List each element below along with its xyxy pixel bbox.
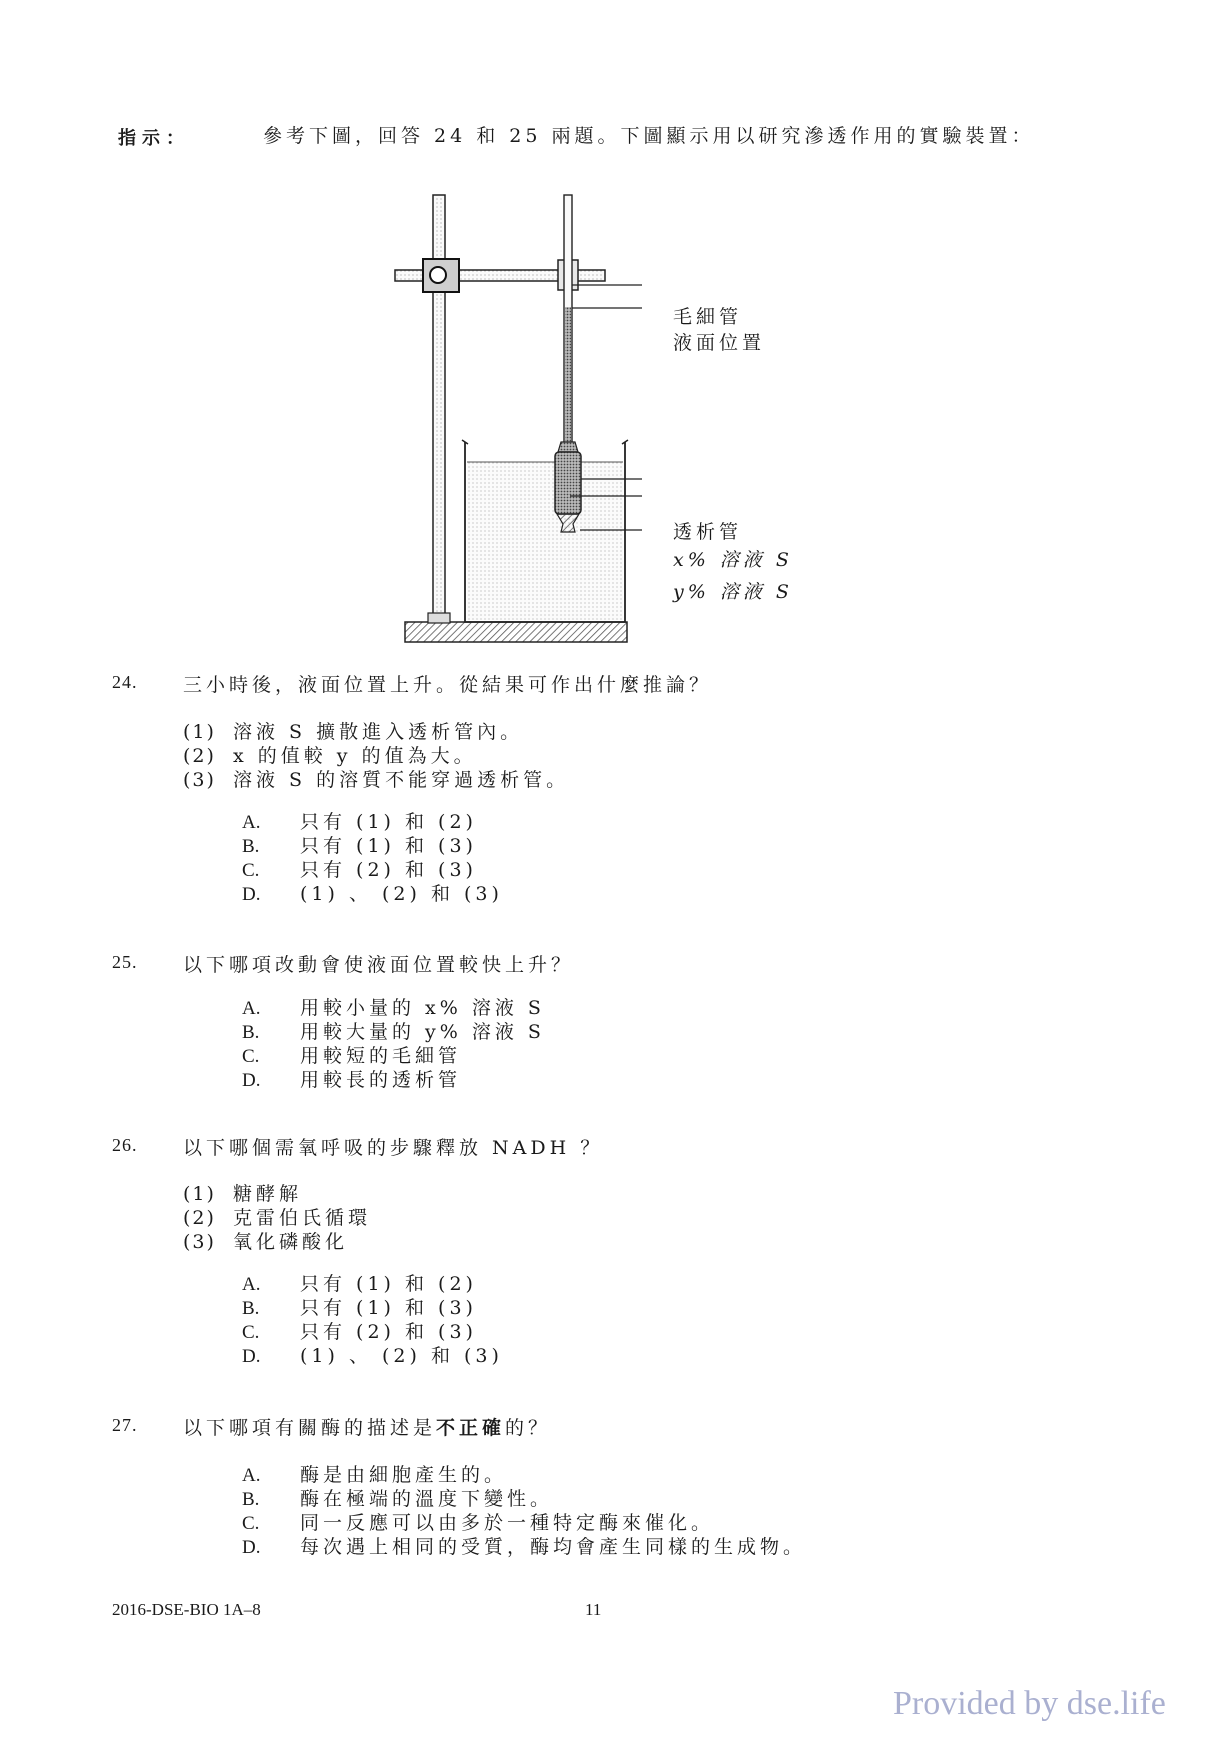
option-b: B. 用較大量的 y% 溶液 S: [242, 1021, 545, 1043]
question-27-stem: 以下哪項有關酶的描述是不正確的？: [183, 1417, 552, 1439]
statement: (2) 克雷伯氏循環: [183, 1207, 372, 1229]
instruction-text: 參考下圖，回答 24 和 25 兩題。下圖顯示用以研究滲透作用的實驗裝置：: [263, 125, 1035, 147]
option-b: B. 酶在極端的溫度下變性。: [242, 1488, 554, 1510]
option-a: A. 只有 (1) 和 (2): [242, 1273, 477, 1295]
label-y-solution: y% 溶液 S: [673, 581, 793, 603]
option-d: D. (1) 、 (2) 和 (3): [242, 1345, 503, 1367]
dialysis-tube: [555, 452, 581, 514]
question-26-options: [242, 1272, 503, 1368]
question-25-stem: 以下哪項改動會使液面位置較快上升？: [183, 954, 575, 976]
statement: (2) x 的值較 y 的值為大。: [183, 745, 477, 767]
label-liquid-level: 液面位置: [673, 332, 766, 354]
instruction-label: 指示：: [118, 128, 190, 149]
option-d: D. (1) 、 (2) 和 (3): [242, 883, 503, 905]
capillary-liquid: [565, 307, 571, 447]
question-24-number: 24.: [112, 672, 138, 692]
option-d: D. 每次遇上相同的受質，酶均會產生同樣的生成物。: [242, 1536, 807, 1558]
question-27-number: 27.: [112, 1415, 138, 1435]
footer-exam-code: 2016-DSE-BIO 1A–8: [112, 1600, 261, 1619]
option-a: A. 只有 (1) 和 (2): [242, 811, 477, 833]
question-26-stem: 以下哪個需氧呼吸的步驟釋放 NADH ？: [183, 1137, 604, 1159]
question-26-number: 26.: [112, 1135, 138, 1155]
label-x-solution: x% 溶液 S: [673, 549, 793, 571]
provided-by-link[interactable]: Provided by dse.life: [893, 1685, 1166, 1722]
y-solution-fill: [467, 462, 623, 620]
question-24-options: [242, 810, 503, 906]
statement: (3) 氧化磷酸化: [183, 1231, 349, 1253]
statement: (1) 糖酵解: [183, 1183, 303, 1205]
label-capillary: 毛細管: [673, 306, 743, 328]
retort-base: [405, 622, 627, 642]
emphasis-not-correct: 不正確: [436, 1417, 506, 1439]
label-dialysis-tube: 透析管: [673, 521, 743, 543]
option-a: A. 酶是由細胞產生的。: [242, 1464, 508, 1486]
option-c: C. 只有 (2) 和 (3): [242, 1321, 477, 1343]
question-27-options: [242, 1463, 806, 1559]
question-24-statements: [183, 720, 569, 792]
page-number: 11: [585, 1600, 602, 1619]
question-25-options: [242, 996, 545, 1092]
option-d: D. 用較長的透析管: [242, 1069, 462, 1091]
question-24-stem: 三小時後，液面位置上升。從結果可作出什麼推論？: [183, 674, 713, 696]
option-c: C. 用較短的毛細管: [242, 1045, 462, 1067]
option-a: A. 用較小量的 x% 溶液 S: [242, 997, 545, 1019]
question-25-number: 25.: [112, 952, 138, 972]
option-c: C. 同一反應可以由多於一種特定酶來催化。: [242, 1512, 715, 1534]
statement: (1) 溶液 S 擴散進入透析管內。: [183, 721, 524, 743]
option-b: B. 只有 (1) 和 (3): [242, 835, 477, 857]
statement: (3) 溶液 S 的溶質不能穿過透析管。: [183, 769, 570, 791]
option-c: C. 只有 (2) 和 (3): [242, 859, 477, 881]
option-b: B. 只有 (1) 和 (3): [242, 1297, 477, 1319]
question-26-statements: [183, 1182, 371, 1254]
